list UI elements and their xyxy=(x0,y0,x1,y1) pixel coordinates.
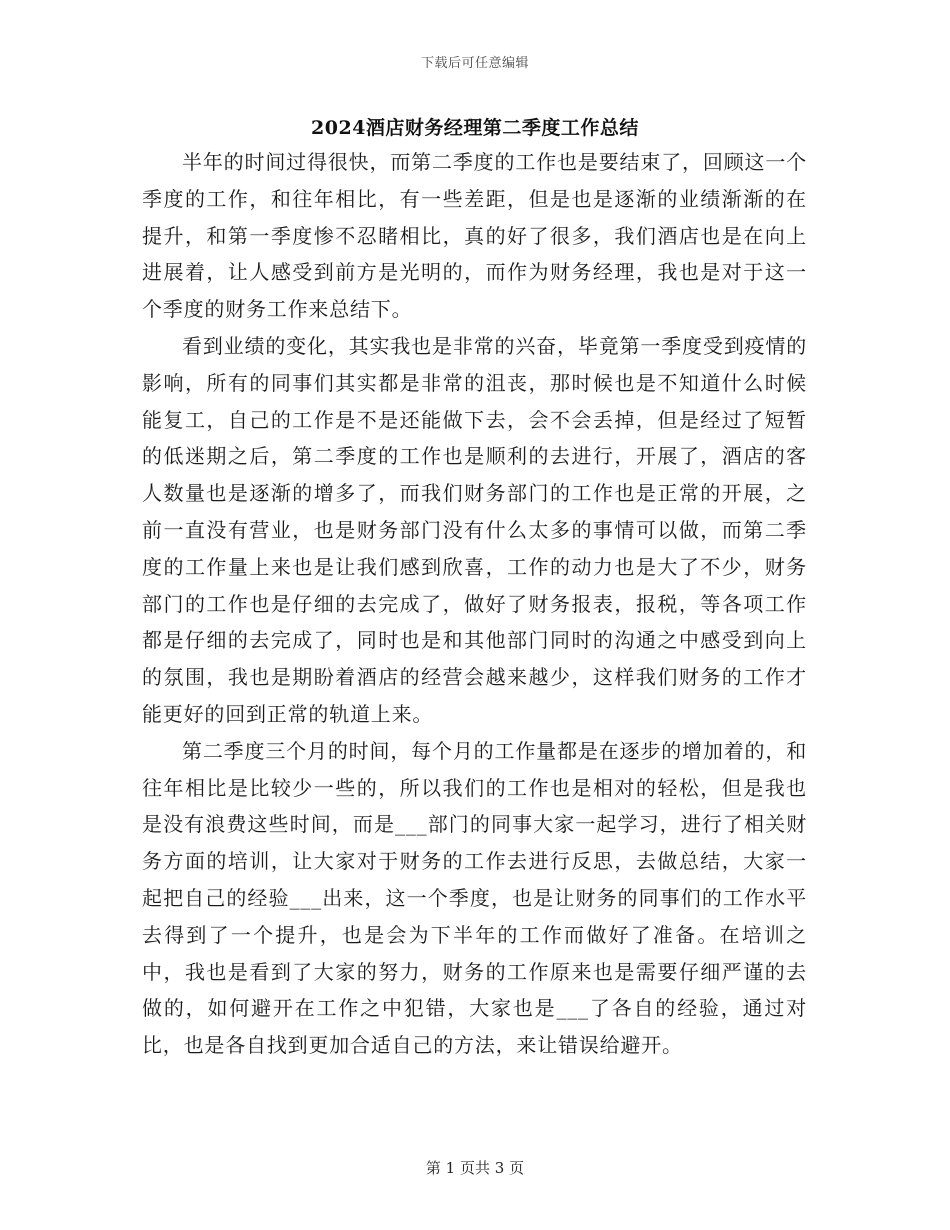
paragraph-3: 第二季度三个月的时间，每个月的工作量都是在逐步的增加着的，和往年相比是比较少一些的，所以我们的工作也是相对的轻松，但是我也是没有浪费这些时间，而是___部门的同事大家一起学习，进行了相关财务方面的培训，让大家对于财务的工作去进行反思，去做总结，大家一起把自己的经验___出来，这一个季度，也是让财务的同事们的工作水平去得到了一个提升，也是会为下半年的工作而做好了准备。在培训之中，我也是看到了大家的努力，财务的工作原来也是需要仔细严谨的去做的，如何避开在工作之中犯错，大家也是___了各自的经验，通过对比，也是各自找到更加合适自己的方法，来让错误给避开。 xyxy=(142,738,807,1058)
header-note: 下载后可任意编辑 xyxy=(420,56,529,71)
document-title: 2024酒店财务经理第二季度工作总结 xyxy=(311,117,639,139)
page-indicator: 第 1 页共 3 页 xyxy=(425,1159,525,1177)
document-body xyxy=(142,144,807,1064)
paragraph-2: 看到业绩的变化，其实我也是非常的兴奋，毕竟第一季度受到疫情的影响，所有的同事们其实都是非常的沮丧，那时候也是不知道什么时候能复工，自己的工作是不是还能做下去，会不会丢掉，但是经过了短暂的低迷期之后，第二季度的工作也是顺利的去进行，开展了，酒店的客人数量也是逐渐的增多了，而我们财务部门的工作也是正常的开展，之前一直没有营业，也是财务部门没有什么太多的事情可以做，而第二季度的工作量上来也是让我们感到欣喜，工作的动力也是大了不少，财务部门的工作也是仔细的去完成了，做好了财务报表，报税，等各项工作都是仔细的去完成了，同时也是和其他部门同时的沟通之中感受到向上的氛围，我也是期盼着酒店的经营会越来越少，这样我们财务的工作才能更好的回到正常的轨道上来。 xyxy=(142,333,807,726)
paragraph-1: 半年的时间过得很快，而第二季度的工作也是要结束了，回顾这一个季度的工作，和往年相比，有一些差距，但是也是逐渐的业绩渐渐的在提升，和第一季度惨不忍睹相比，真的好了很多，我们酒店也是在向上进展着，让人感受到前方是光明的，而作为财务经理，我也是对于这一个季度的财务工作来总结下。 xyxy=(142,150,807,322)
